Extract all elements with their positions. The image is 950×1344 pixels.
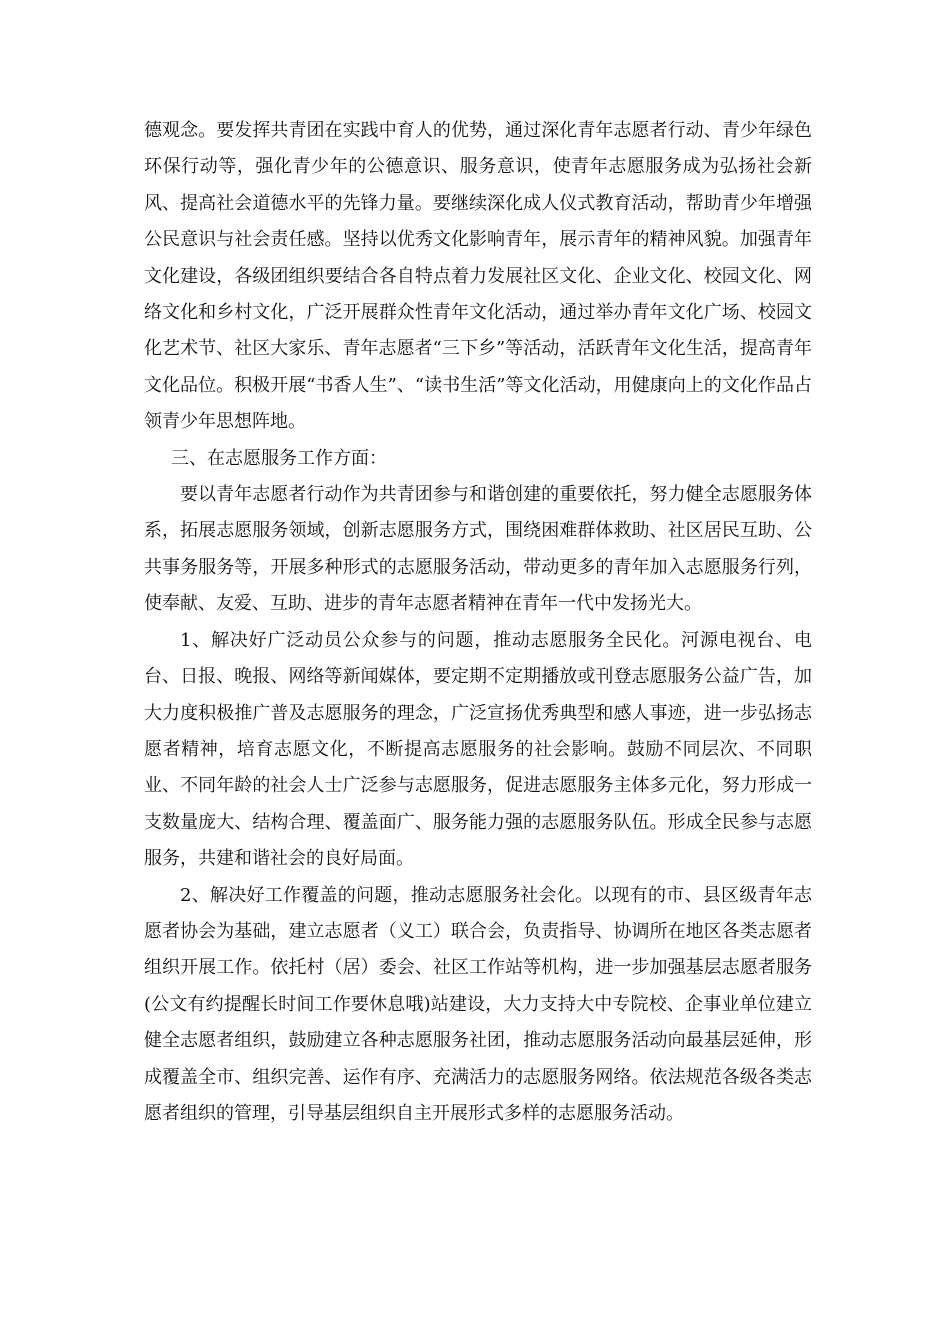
paragraph-item-1-public-participation: 1、解决好广泛动员公众参与的问题，推动志愿服务全民化。河源电视台、电台、日报、晚报、网络等新闻媒体，要定期不定期播放或刊登志愿服务公益广告，加大力度积极推广普及志愿服务的理念，广泛宣扬优秀典型和感人事迹，进一步弘扬志愿者精神，培育志愿文化，不断提高志愿服务的社会影响。鼓励不同层次、不同职业、不同年龄的社会人士广泛参与志愿服务，促进志愿服务主体多元化，努力形成一支数量庞大、结构合理、覆盖面广、服务能力强的志愿服务队伍。形成全民参与志愿服务，共建和谐社会的良好局面。 xyxy=(144,629,812,870)
document-body xyxy=(144,113,812,1132)
section-heading-volunteer-service: 三、在志愿服务工作方面： xyxy=(171,447,387,469)
paragraph-item-2-work-coverage: 2、解决好工作覆盖的问题，推动志愿服务社会化。以现有的市、县区级青年志愿者协会为基础，建立志愿者（义工）联合会，负责指导、协调所在地区各类志愿者组织开展工作。依托村（居）委会、社区工作站等机构，进一步加强基层志愿者服务(公文有约提醒长时间工作要休息哦)站建设，大力支持大中专院校、企事业单位建立健全志愿者组织，鼓励建立各种志愿服务社团，推动志愿服务活动向最基层延伸，形成覆盖全市、组织完善、运作有序、充满活力的志愿服务网络。依法规范各级各类志愿者组织的管理，引导基层组织自主开展形式多样的志愿服务活动。 xyxy=(144,884,812,1124)
paragraph-continuation: 德观念。要发挥共青团在实践中育人的优势，通过深化青年志愿者行动、青少年绿色环保行动等，强化青少年的公德意识、服务意识，使青年志愿服务成为弘扬社会新风、提高社会道德水平的先锋力量。要继续深化成人仪式教育活动，帮助青少年增强公民意识与社会责任感。坚持以优秀文化影响青年，展示青年的精神风貌。加强青年文化建设，各级团组织要结合各自特点着力发展社区文化、企业文化、校园文化、网络文化和乡村文化，广泛开展群众性青年文化活动，通过举办青年文化广场、校园文化艺术节、社区大家乐、青年志愿者“三下乡”等活动，活跃青年文化生活，提高青年文化品位。积极开展“书香人生”、“读书生活”等文化活动，用健康向上的文化作品占领青少年思想阵地。 xyxy=(144,120,812,433)
paragraph-volunteer-intro: 要以青年志愿者行动作为共青团参与和谐创建的重要依托，努力健全志愿服务体系，拓展志愿服务领域，创新志愿服务方式，围绕困难群体救助、社区居民互助、公共事务服务等，开展多种形式的志愿服务活动，带动更多的青年加入志愿服务行列，使奉献、友爱、互助、进步的青年志愿者精神在青年一代中发扬光大。 xyxy=(144,484,812,615)
